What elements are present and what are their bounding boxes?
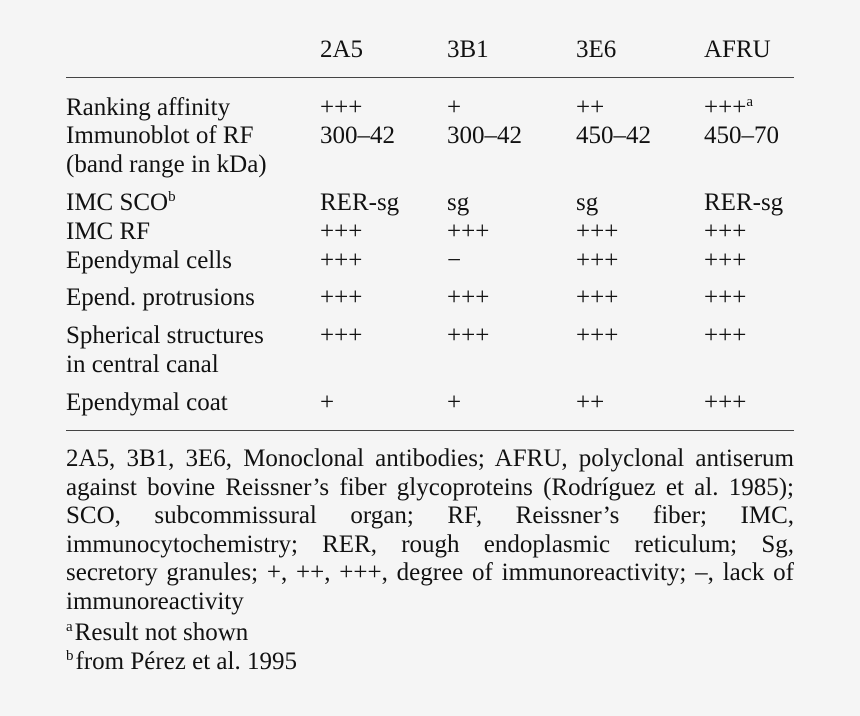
cell-value: +++	[320, 322, 363, 349]
footnote-b	[66, 647, 297, 680]
cell-value: +++	[704, 94, 747, 121]
row-label	[66, 388, 228, 417]
row-label	[66, 246, 232, 275]
footnote-a-mark: a	[66, 619, 73, 635]
cell-value: +++	[704, 284, 747, 311]
table-cell	[447, 93, 461, 122]
row-label-line: Ranking affinity	[66, 94, 231, 121]
cell-value: sg	[576, 189, 599, 216]
cell-value: RER-sg	[320, 189, 400, 216]
row-label-line: IMC SCO	[66, 189, 169, 216]
cell-value: +++	[320, 218, 363, 245]
header-rule	[66, 77, 794, 78]
table-cell	[576, 246, 618, 275]
cell-value: RER-sg	[704, 189, 784, 216]
cell-value: +++	[704, 247, 747, 274]
cell-value: −	[447, 247, 462, 274]
table-cell	[704, 188, 783, 217]
row-label	[66, 93, 230, 122]
row-label	[66, 321, 264, 379]
cell-value: +++	[576, 284, 619, 311]
table-cell	[576, 93, 604, 122]
column-header-3b1: 3B1	[447, 36, 489, 63]
table-cell	[447, 388, 461, 417]
footnote-a-text: Result not shown	[74, 619, 249, 646]
table-cell	[704, 321, 746, 350]
column-header-3e6: 3E6	[576, 36, 617, 63]
row-label-line: Epend. protrusions	[66, 284, 255, 311]
table-cell	[576, 121, 651, 150]
cell-value: +++	[704, 218, 747, 245]
table-cell	[576, 217, 618, 246]
row-label-line: Ependymal coat	[66, 389, 228, 416]
row-label	[66, 217, 150, 246]
table-cell	[704, 121, 779, 150]
row-label-superscript: b	[168, 189, 176, 205]
row-label-line: IMC RF	[66, 218, 151, 245]
table-cell	[576, 321, 618, 350]
row-label	[66, 283, 255, 312]
table-cell	[320, 188, 399, 217]
cell-value: +++	[320, 247, 363, 274]
table-cell	[447, 246, 461, 275]
cell-value: +++	[576, 322, 619, 349]
cell-value: 300–42	[320, 122, 395, 149]
row-label-line: (band range in kDa)	[66, 151, 267, 178]
table-cell	[320, 121, 395, 150]
column-header-2a5: 2A5	[320, 36, 364, 63]
row-label-line: Ependymal cells	[66, 247, 232, 274]
table-cell	[576, 283, 618, 312]
table-cell	[447, 283, 489, 312]
cell-value: +	[447, 389, 462, 416]
cell-value: ++	[576, 94, 605, 121]
cell-value: 450–70	[704, 122, 779, 149]
table-cell	[447, 321, 489, 350]
table-cell	[320, 388, 334, 417]
cell-value: +++	[576, 247, 619, 274]
table-cell	[320, 217, 362, 246]
row-label-line: in central canal	[66, 351, 219, 378]
table-cell	[576, 188, 598, 217]
cell-value: +++	[447, 284, 490, 311]
cell-value: +++	[447, 322, 490, 349]
cell-superscript: a	[746, 94, 753, 110]
table-cell	[447, 188, 469, 217]
cell-value: ++	[576, 389, 605, 416]
table-cell	[320, 283, 362, 312]
cell-value: +	[447, 94, 462, 121]
table-cell	[576, 388, 604, 417]
table-cell	[320, 246, 362, 275]
bottom-rule	[66, 430, 794, 431]
column-header-afru: AFRU	[704, 36, 771, 63]
table-cell	[704, 246, 746, 275]
table-cell	[320, 321, 362, 350]
cell-value: +++	[704, 322, 747, 349]
table-cell	[704, 388, 746, 417]
cell-value: 300–42	[447, 122, 522, 149]
row-label	[66, 121, 267, 179]
table-cell	[447, 217, 489, 246]
cell-value: +++	[704, 389, 747, 416]
table-cell	[704, 283, 746, 312]
footnote-b-mark: b	[66, 648, 74, 664]
cell-value: sg	[447, 189, 470, 216]
cell-value: 450–42	[576, 122, 651, 149]
table-cell	[320, 93, 362, 122]
footnote-b-text: from Pérez et al. 1995	[75, 648, 297, 675]
table-cell	[447, 121, 522, 150]
table-cell	[704, 217, 746, 246]
row-label-line: Immunoblot of RF	[66, 122, 254, 149]
cell-value: +++	[447, 218, 490, 245]
cell-value: +	[320, 389, 335, 416]
cell-value: +++	[320, 94, 363, 121]
row-label-line: Spherical structures	[66, 322, 264, 349]
cell-value: +++	[576, 218, 619, 245]
table-footnote: 2A5, 3B1, 3E6, Monoclonal antibodies; AFRU, polyclonal antiserum against bovine Reissner’s fiber glycoproteins (Rodríguez et al. 1985); SCO, subcommissural organ; RF, Reissner’s fiber; IMC, immunocytochemistry; RER, rough endoplasmic reticulum; Sg, secretory granules; +, ++, +++, degree of immunoreactivity; –, lack of immunoreactivity	[66, 445, 794, 615]
cell-value: +++	[320, 284, 363, 311]
